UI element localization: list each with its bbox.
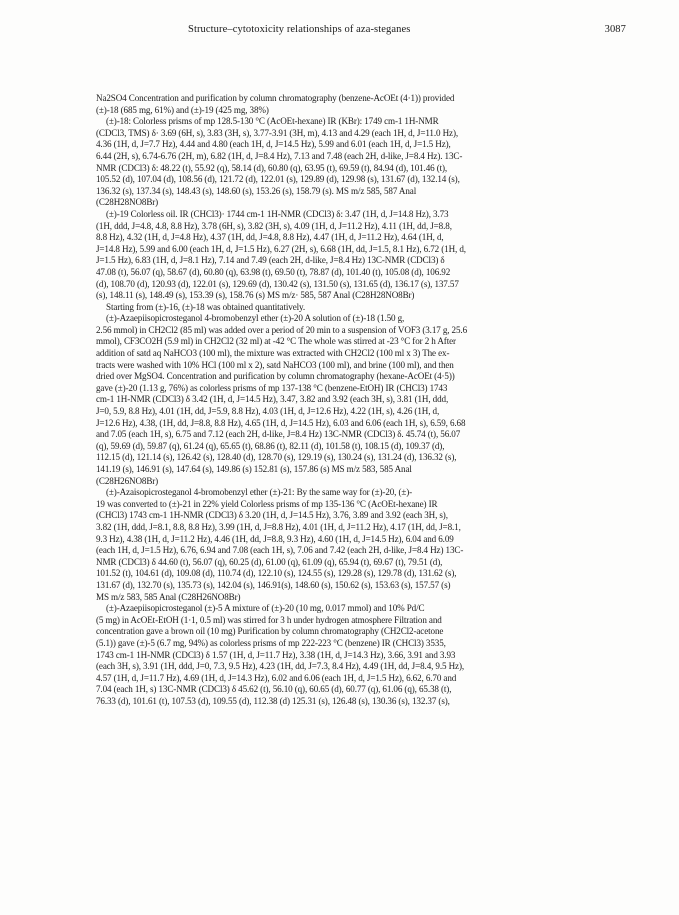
text-line: 4.36 (1H, d, J=7.7 Hz), 4.44 and 4.80 (each 1H, d, J=14.5 Hz), 5.99 and 6.01 (each 1H, d, J=1.5 Hz), [96,139,451,150]
text-line: 3.82 (1H, ddd, J=8.1, 8.8, 8.8 Hz), 3.99 (1H, d, J=8.8 Hz), 4.01 (1H, d, J=11.2 Hz), 4.17 (1H, dd, J=8.1, [96,521,461,532]
text-line: (±)-18: Colorless prisms of mp 128.5-130 °C (AcOEt-hexane) IR (KBr): 1749 cm-1 1H-NMR [106,116,439,127]
text-line: tracts were washed with 10% HCl (100 ml x 2), satd NaHCO3 (100 ml), and brine (100 ml), and then [96,359,454,370]
text-line: gave (±)-20 (1.13 g, 76%) as colorless prisms of mp 137-138 °C (benzene-EtOH) IR (CHCl3) 1743 [96,382,448,393]
text-line: (q), 59.69 (d), 59.87 (q), 61.24 (q), 65.65 (t), 68.86 (t), 82.11 (d), 101.58 (t), 108.15 (d), 109.37 (d), [96,440,445,451]
text-line: 105.52 (d), 107.04 (d), 108.56 (d), 121.72 (d), 122.01 (s), 129.89 (d), 129.98 (s), 131.67 (d), 132.14 (s), [96,174,460,185]
text-line: 141.19 (s), 146.91 (s), 147.64 (s), 149.86 (s) 152.81 (s), 157.86 (s) MS m/z 583, 585 Anal [96,464,412,474]
text-line: and 7.05 (each 1H, s), 6.75 and 7.12 (each 2H, d-like, J=8.4 Hz) 13C-NMR (CDCl3) δ. 45.74 (t), 56.07 [96,429,461,440]
text-line: 9.3 Hz), 4.38 (1H, d, J=11.2 Hz), 4.46 (1H, dd, J=8.8, 9.3 Hz), 4.60 (1H, d, J=14.5 Hz), 6.04 and 6.09 [96,533,454,544]
text-line: (±)-19 Colorless oil. IR (CHCl3)· 1744 cm-1 1H-NMR (CDCl3) δ: 3.47 (1H, d, J=14.8 Hz), 3.73 [106,208,449,219]
text-line: (1H, ddd, J=4.8, 4.8, 8.8 Hz), 3.78 (6H, s), 3.82 (3H, s), 4.09 (1H, d, J=11.2 Hz), 4.11 (1H, dd, J=8.8, [96,220,452,231]
text-line: 76.33 (d), 101.61 (t), 107.53 (d), 109.55 (d), 112.38 (d) 125.31 (s), 126.48 (s), 130.36 (s), 132.37 (s), [96,695,450,706]
text-line: MS m/z 583, 585 Anal (C28H26NO8Br) [96,591,241,602]
text-line: 136.32 (s), 137.34 (s), 148.43 (s), 148.60 (s), 153.26 (s), 158.79 (s). MS m/z 585, 587 Anal [96,185,417,196]
text-line: 4.57 (1H, d, J=11.7 Hz), 4.69 (1H, d, J=14.3 Hz), 6.02 and 6.06 (each 1H, d, J=1.5 Hz), 6.62, 6.70 and [96,672,457,683]
running-head [96,24,626,40]
text-line: (CDCl3, TMS) δ· 3.69 (6H, s), 3.83 (3H, s), 3.77-3.91 (3H, m), 4.13 and 4.29 (each 1H, d, J=11.0 Hz), [96,127,459,138]
text-line: 8.8 Hz), 4.32 (1H, d, J=4.8 Hz), 4.37 (1H, dd, J=4.8, 8.8 Hz), 4.47 (1H, d, J=11.2 Hz), 4.64 (1H, d, [96,232,444,243]
text-line: (CHCl3) 1743 cm-1 1H-NMR (CDCl3) δ 3.20 (1H, d, J=14.5 Hz), 3.76, 3.89 and 3.92 (each 3H, s), [96,510,448,521]
text-line: 47.08 (t), 56.07 (q), 58.67 (d), 60.80 (q), 63.98 (t), 69.50 (t), 78.87 (d), 101.40 (t), 105.08 (d), 106.92 [96,266,451,277]
text-line: (5 mg) in AcOEt-EtOH (1·1, 0.5 ml) was stirred for 3 h under hydrogen atmosphere Filtration and [96,614,442,625]
text-line: mmol), CF3CO2H (5.9 ml) in CH2Cl2 (32 ml) at -42 °C The whole was stirred at -23 °C for 2 h After [96,336,456,347]
text-line: 1743 cm-1 1H-NMR (CDCl3) δ 1.57 (1H, d, J=11.7 Hz), 3.38 (1H, d, J=14.3 Hz), 3.66, 3.91 and 3.93 [96,649,456,660]
text-line: 101.52 (t), 104.61 (d), 109.08 (d), 110.74 (d), 122.10 (s), 124.55 (s), 129.28 (s), 129.78 (d), 131.62 (s), [96,568,457,579]
page-number: 3087 [604,24,626,35]
text-line: (±)-Azaepiisopicrosteganol 4-bromobenzyl ether (±)-20 A solution of (±)-18 (1.50 g, [106,313,405,324]
running-title: Structure–cytotoxicity relationships of aza-steganes [188,24,411,35]
text-line: J=14.8 Hz), 5.99 and 6.00 (each 1H, d, J=1.5 Hz), 6.27 (2H, s), 6.68 (1H, dd, J=1.5, 8.1 Hz), 6.72 (1H, d, [96,243,466,254]
text-line: (each 3H, s), 3.91 (1H, ddd, J=0, 7.3, 9.5 Hz), 4.23 (1H, dd, J=7.3, 8.4 Hz), 4.49 (1H, dd, J=8.4, 9.5 Hz), [96,661,465,672]
text-line: 112.15 (d), 121.14 (s), 126.42 (s), 128.40 (d), 128.70 (s), 129.19 (s), 130.24 (s), 131.24 (d), 136.32 (s), [96,452,457,463]
text-line: (s), 148.11 (s), 148.49 (s), 153.39 (s), 158.76 (s) MS m/z· 585, 587 Anal (C28H28NO8Br) [96,290,415,301]
text-line: (C28H28NO8Br) [96,197,159,208]
text-line: dried over MgSO4. Concentration and purification by column chromatography (hexane-AcOEt (4·5)) [96,371,455,382]
text-line: 6.44 (2H, s), 6.74-6.76 (2H, m), 6.82 (1H, d, J=8.4 Hz), 7.13 and 7.48 (each 2H, d-like, J=8.4 Hz). 13C- [96,150,463,161]
text-line: Na2SO4 Concentration and purification by column chromatography (benzene-AcOEt (4·1)) provided [96,93,455,103]
text-line: 19 was converted to (±)-21 in 22% yield Colorless prisms of mp 135-136 °C (AcOEt-hexane) IR [96,498,438,509]
text-line: (C28H26NO8Br) [96,475,159,486]
text-line: J=12.6 Hz), 4.38, (1H, dd, J=8.8, 8.8 Hz), 4.65 (1H, d, J=14.5 Hz), 6.03 and 6.06 (each 1H, s), 6.59, 6.68 [96,417,466,428]
text-line: (±)-Azaisopicrosteganol 4-bromobenzyl ether (±)-21: By the same way for (±)-20, (±)- [106,487,413,498]
text-line: (5.1)) gave (±)-5 (6.7 mg, 94%) as colorless prisms of mp 222-223 °C (benzene) IR (CHCl3) 3535, [96,637,446,648]
text-line: J=1.5 Hz), 6.83 (1H, d, J=8.1 Hz), 7.14 and 7.49 (each 2H, d-like, J=8.4 Hz) 13C-NMR (CDCl3) δ [96,255,445,266]
text-line: addition of satd aq NaHCO3 (100 ml), the mixture was extracted with CH2Cl2 (100 ml x 3) The ex- [96,348,450,359]
text-line: (each 1H, d, J=1.5 Hz), 6.76, 6.94 and 7.08 (each 1H, s), 7.06 and 7.42 (each 2H, d-like, J=8.4 Hz) 13C- [96,545,464,556]
text-line: J=0, 5.9, 8.8 Hz), 4.01 (1H, dd, J=5.9, 8.8 Hz), 4.03 (1H, d, J=12.6 Hz), 4.22 (1H, s), 4.26 (1H, d, [96,406,440,417]
text-line: NMR (CDCl3) δ 44.60 (t), 56.07 (q), 60.25 (d), 61.00 (q), 61.09 (q), 65.94 (t), 69.67 (t), 79.51 (d), [96,556,443,567]
text-line: concentration gave a brown oil (10 mg) Purification by column chromatography (CH2Cl2-acetone [96,626,444,637]
text-line: 7.04 (each 1H, s) 13C-NMR (CDCl3) δ 45.62 (t), 56.10 (q), 60.65 (d), 60.77 (q), 61.06 (q), 65.38 (t), [96,684,452,695]
text-line: NMR (CDCl3) δ: 48.22 (t), 55.92 (q), 58.14 (d), 60.80 (q), 63.95 (t), 69.59 (t), 84.94 (d), 101.46 (t), [96,162,448,173]
text-line: (d), 108.70 (d), 120.93 (d), 122.01 (s), 129.69 (d), 130.42 (s), 131.50 (s), 131.65 (d), 136.17 (s), 137.57 [96,278,459,289]
text-line: (±)-18 (685 mg, 61%) and (±)-19 (425 mg, 38%) [96,104,269,115]
text-line: Starting from (±)-16, (±)-18 was obtained quantitatively. [106,301,306,312]
text-line: 2.56 mmol) in CH2Cl2 (85 ml) was added over a period of 20 min to a suspension of VOF3 (3.17 g, 25.6 [96,324,467,335]
text-line: cm-1 1H-NMR (CDCl3) δ 3.42 (1H, d, J=14.5 Hz), 3.47, 3.82 and 3.92 (each 3H, s), 3.81 (1H, ddd, [96,394,449,405]
text-line: 131.67 (d), 132.70 (s), 135.73 (s), 142.04 (s), 146.91(s), 148.60 (s), 150.62 (s), 153.63 (s), 157.57 (s) [96,579,451,590]
text-line: (±)-Azaepiisopicrosteganol (±)-5 A mixture of (±)-20 (10 mg, 0.017 mmol) and 10% Pd/C [106,603,425,614]
body-text [96,93,631,707]
